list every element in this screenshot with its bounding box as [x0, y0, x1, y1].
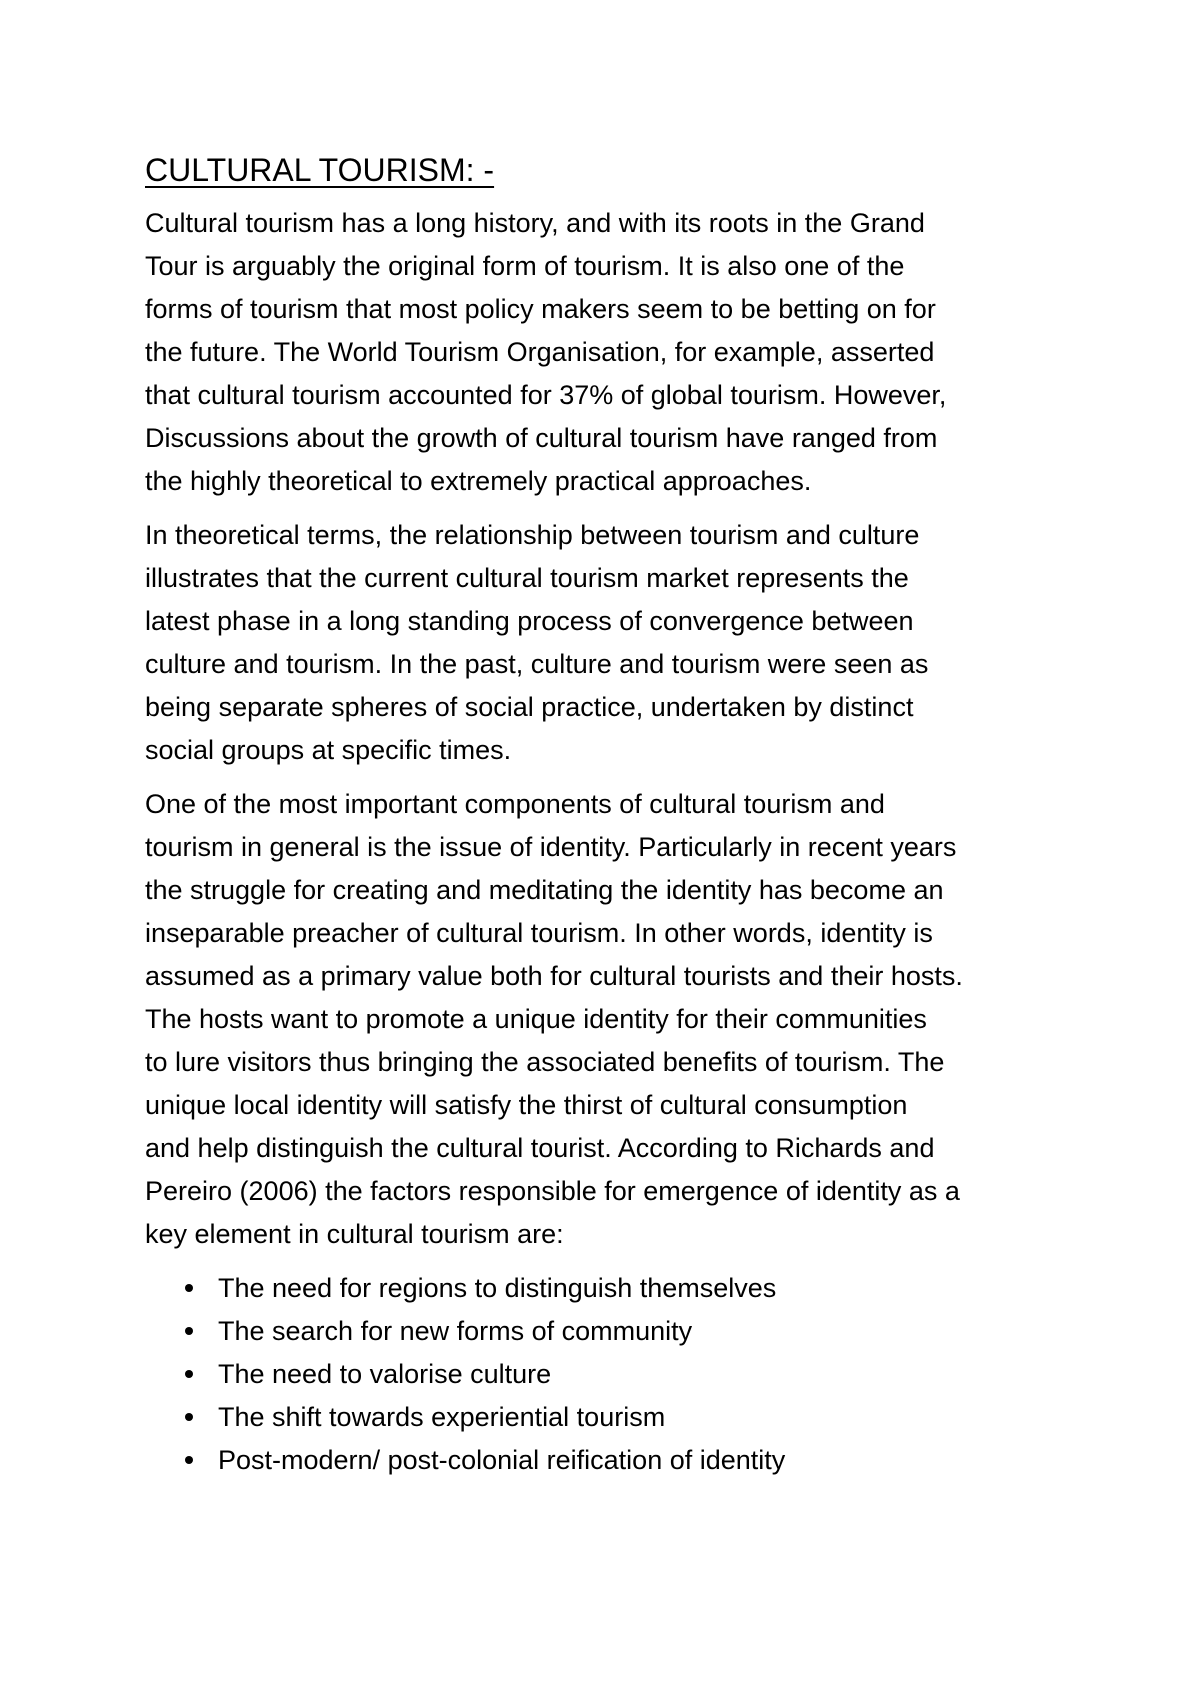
- paragraph-line: Pereiro (2006) the factors responsible for emergence of identity as a: [145, 1176, 960, 1206]
- list-item-text: Post-modern/ post-colonial reification of identity: [218, 1445, 786, 1475]
- list-item-text: The search for new forms of community: [218, 1316, 693, 1346]
- paragraph-line: unique local identity will satisfy the thirst of cultural consumption: [145, 1090, 908, 1120]
- document-title: CULTURAL TOURISM: -: [145, 152, 495, 188]
- paragraph-1: [145, 202, 1075, 503]
- factor-list: [145, 1267, 1075, 1482]
- list-item: [145, 1267, 1075, 1310]
- list-item: [145, 1353, 1075, 1396]
- paragraph-line: that cultural tourism accounted for 37% of global tourism. However,: [145, 380, 947, 410]
- paragraph-line: to lure visitors thus bringing the associated benefits of tourism. The: [145, 1047, 945, 1077]
- paragraph-line: key element in cultural tourism are:: [145, 1219, 564, 1249]
- paragraph-line: the future. The World Tourism Organisation, for example, asserted: [145, 337, 935, 367]
- paragraph-line: assumed as a primary value both for cultural tourists and their hosts.: [145, 961, 963, 991]
- paragraph-line: being separate spheres of social practice, undertaken by distinct: [145, 692, 914, 722]
- paragraph-line: In theoretical terms, the relationship between tourism and culture: [145, 520, 920, 550]
- list-item: [145, 1310, 1075, 1353]
- paragraph-2: [145, 514, 1075, 772]
- paragraph-line: illustrates that the current cultural tourism market represents the: [145, 563, 909, 593]
- list-item-text: The shift towards experiential tourism: [218, 1402, 666, 1432]
- list-item: [145, 1439, 1075, 1482]
- document-page: [145, 150, 1075, 1482]
- list-item: [145, 1396, 1075, 1439]
- list-item-text: The need to valorise culture: [218, 1359, 552, 1389]
- paragraph-line: tourism in general is the issue of identity. Particularly in recent years: [145, 832, 957, 862]
- paragraph-line: the struggle for creating and meditating the identity has become an: [145, 875, 944, 905]
- paragraph-line: The hosts want to promote a unique identity for their communities: [145, 1004, 927, 1034]
- bullet-icon: [185, 1413, 193, 1421]
- paragraph-line: forms of tourism that most policy makers seem to be betting on for: [145, 294, 936, 324]
- bullet-icon: [185, 1284, 193, 1292]
- paragraph-line: and help distinguish the cultural tourist. According to Richards and: [145, 1133, 935, 1163]
- paragraph-3: [145, 783, 1075, 1256]
- paragraph-line: social groups at specific times.: [145, 735, 512, 765]
- paragraph-line: the highly theoretical to extremely practical approaches.: [145, 466, 812, 496]
- list-item-text: The need for regions to distinguish themselves: [218, 1273, 777, 1303]
- paragraph-line: Cultural tourism has a long history, and with its roots in the Grand: [145, 208, 925, 238]
- bullet-icon: [185, 1456, 193, 1464]
- paragraph-line: culture and tourism. In the past, culture and tourism were seen as: [145, 649, 929, 679]
- paragraph-line: latest phase in a long standing process of convergence between: [145, 606, 914, 636]
- paragraph-line: One of the most important components of cultural tourism and: [145, 789, 885, 819]
- bullet-icon: [185, 1370, 193, 1378]
- paragraph-line: inseparable preacher of cultural tourism. In other words, identity is: [145, 918, 933, 948]
- bullet-icon: [185, 1327, 193, 1335]
- paragraph-line: Discussions about the growth of cultural tourism have ranged from: [145, 423, 938, 453]
- paragraph-line: Tour is arguably the original form of tourism. It is also one of the: [145, 251, 905, 281]
